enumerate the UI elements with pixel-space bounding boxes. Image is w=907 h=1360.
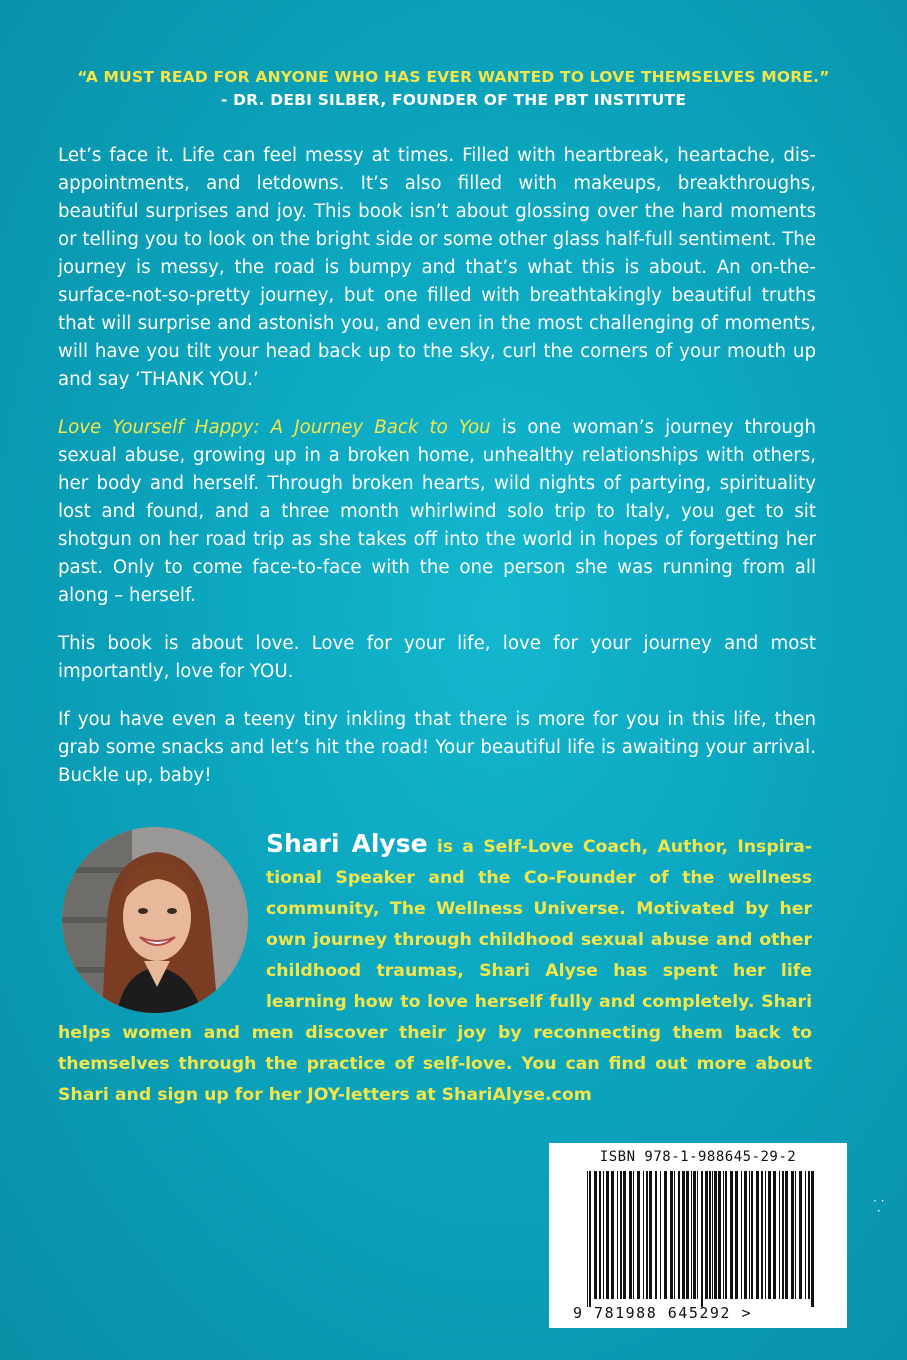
barcode-bar [718, 1171, 721, 1299]
barcode-bar [670, 1171, 673, 1299]
barcode-bar [749, 1171, 750, 1299]
barcode-bar [723, 1171, 724, 1299]
description-paragraph-4: If you have even a teeny tiny inkling that there is more for you in this life, then grab some snacks and let’s hit the road! Your beautiful life is awaiting your arrival. Buckle up, baby! [58, 709, 816, 786]
barcode-bar [808, 1171, 810, 1299]
barcode-bar [782, 1171, 784, 1299]
barcode-bar [589, 1171, 591, 1307]
barcode-bar [709, 1171, 711, 1299]
description-paragraph-1: Let’s face it. Life can feel messy at times. Filled with heartbreak, heartache, disappointments, and letdowns. It’s also filled with makeups, breakthroughs, beautiful surprises and joy. This book isn’t about glossing over the hard moments or telling you to look on the bright side or some other glass half-full sentiment. The journey is messy, the road is bumpy and that’s what this is about. An on-the-surface-not-so-pretty journey, but one filled with breathtakingly beautiful truths that will surprise and astonish you, and even in the most challenging of moments, will have you tilt your head back up to the sky, curl the corners of your mouth up and say ‘THANK YOU.’ [58, 145, 816, 390]
barcode-bar [686, 1171, 689, 1299]
quote-text: “A MUST READ FOR ANYONE WHO HAS EVER WANTED TO LOVE THEMSELVES MORE.” [77, 68, 830, 86]
barcode-bar [697, 1171, 698, 1299]
barcode-bar [603, 1171, 604, 1299]
barcode-bar [701, 1171, 703, 1307]
barcode-bar [682, 1171, 685, 1299]
book-description [58, 142, 816, 810]
barcode-bar [773, 1171, 776, 1299]
barcode-bar [805, 1171, 806, 1299]
barcode-digits: 9 781988 645292 > [573, 1304, 753, 1322]
description-paragraph-2 [58, 414, 816, 610]
barcode-bar [594, 1171, 597, 1299]
barcode-bar [779, 1171, 780, 1299]
barcode-bar [756, 1171, 759, 1299]
author-bio [58, 828, 812, 1111]
barcode-bar [599, 1171, 601, 1299]
barcode-bar [744, 1171, 747, 1299]
barcode-bar [633, 1171, 634, 1299]
barcode-bar [649, 1171, 652, 1299]
book-title: Love Yourself Happy: A Journey Back to You [58, 417, 491, 438]
barcode-bar [655, 1171, 657, 1299]
barcode-bar [620, 1171, 622, 1299]
barcode-bar [637, 1171, 640, 1299]
description-paragraph-3: This book is about love. Love for your life, love for your journey and most importantly, love for YOU. [58, 633, 816, 682]
barcode-bar [725, 1171, 727, 1299]
barcode-bar [664, 1171, 667, 1299]
author-bio-text: is a Self-Love Coach, Author, Inspirational Speaker and the Co-Founder of the wellness community, The Wellness Universe. Motivated by her own journey through childhood sexual abuse and other childhood traumas, Shari Alyse has spent her life learning how to love herself fully and completely. Shari helps women and men discover their joy by reconnecting them back to themselves through the practice of self-love. You can find out more about Shari and sign up for her JOY-letters at ShariAlyse.com [58, 837, 812, 1105]
decorative-dots: · · · [873, 1194, 885, 1218]
description-paragraph-2-text: is one woman’s journey through sexual abuse, growing up in a broken home, unhealthy relationships with others, her body and herself. Through broken hearts, wild nights of partying, spirituality lost and found, and a three month whirlwind solo trip to Italy, you get to sit shotgun on her road trip as she takes off into the world in hopes of forgetting her past. Only to come face-to-face with the one person she was running from all along – herself. [58, 417, 816, 606]
isbn-barcode [549, 1143, 847, 1328]
barcode-bar [795, 1171, 796, 1299]
barcode-bar [643, 1171, 644, 1299]
barcode-bar [617, 1171, 618, 1299]
barcode-bar [629, 1171, 632, 1299]
barcode-bar [623, 1171, 626, 1299]
barcode-bar [768, 1171, 771, 1299]
barcode-bar [691, 1171, 692, 1299]
barcode-bar [587, 1171, 588, 1307]
barcode-bar [693, 1171, 696, 1299]
barcode-bar [765, 1171, 766, 1299]
barcode-bar [735, 1171, 738, 1299]
barcode-bar [714, 1171, 717, 1299]
barcode-bar [611, 1171, 614, 1299]
quote-attribution: - DR. DEBI SILBER, FOUNDER OF THE PBT INSTITUTE [220, 91, 687, 109]
barcode-bar [606, 1171, 609, 1299]
barcode-bar [799, 1171, 802, 1299]
barcode-bar [751, 1171, 753, 1299]
barcode-bar [674, 1171, 675, 1299]
barcode-bar [705, 1171, 708, 1299]
barcode-bar [646, 1171, 648, 1299]
barcode-bar [712, 1171, 713, 1299]
isbn-label: ISBN 978-1-988645-29-2 [599, 1149, 797, 1165]
barcode-bars [549, 1143, 847, 1328]
barcode-bar [785, 1171, 788, 1299]
barcode-bar [811, 1171, 814, 1307]
barcode-bar [791, 1171, 794, 1299]
barcode-bar [730, 1171, 733, 1299]
barcode-bar [678, 1171, 680, 1299]
barcode-bar [660, 1171, 661, 1299]
barcode-bar [761, 1171, 763, 1299]
author-name: Shari Alyse [266, 829, 428, 858]
endorsement-quote [0, 66, 907, 112]
barcode-bar [741, 1171, 742, 1299]
